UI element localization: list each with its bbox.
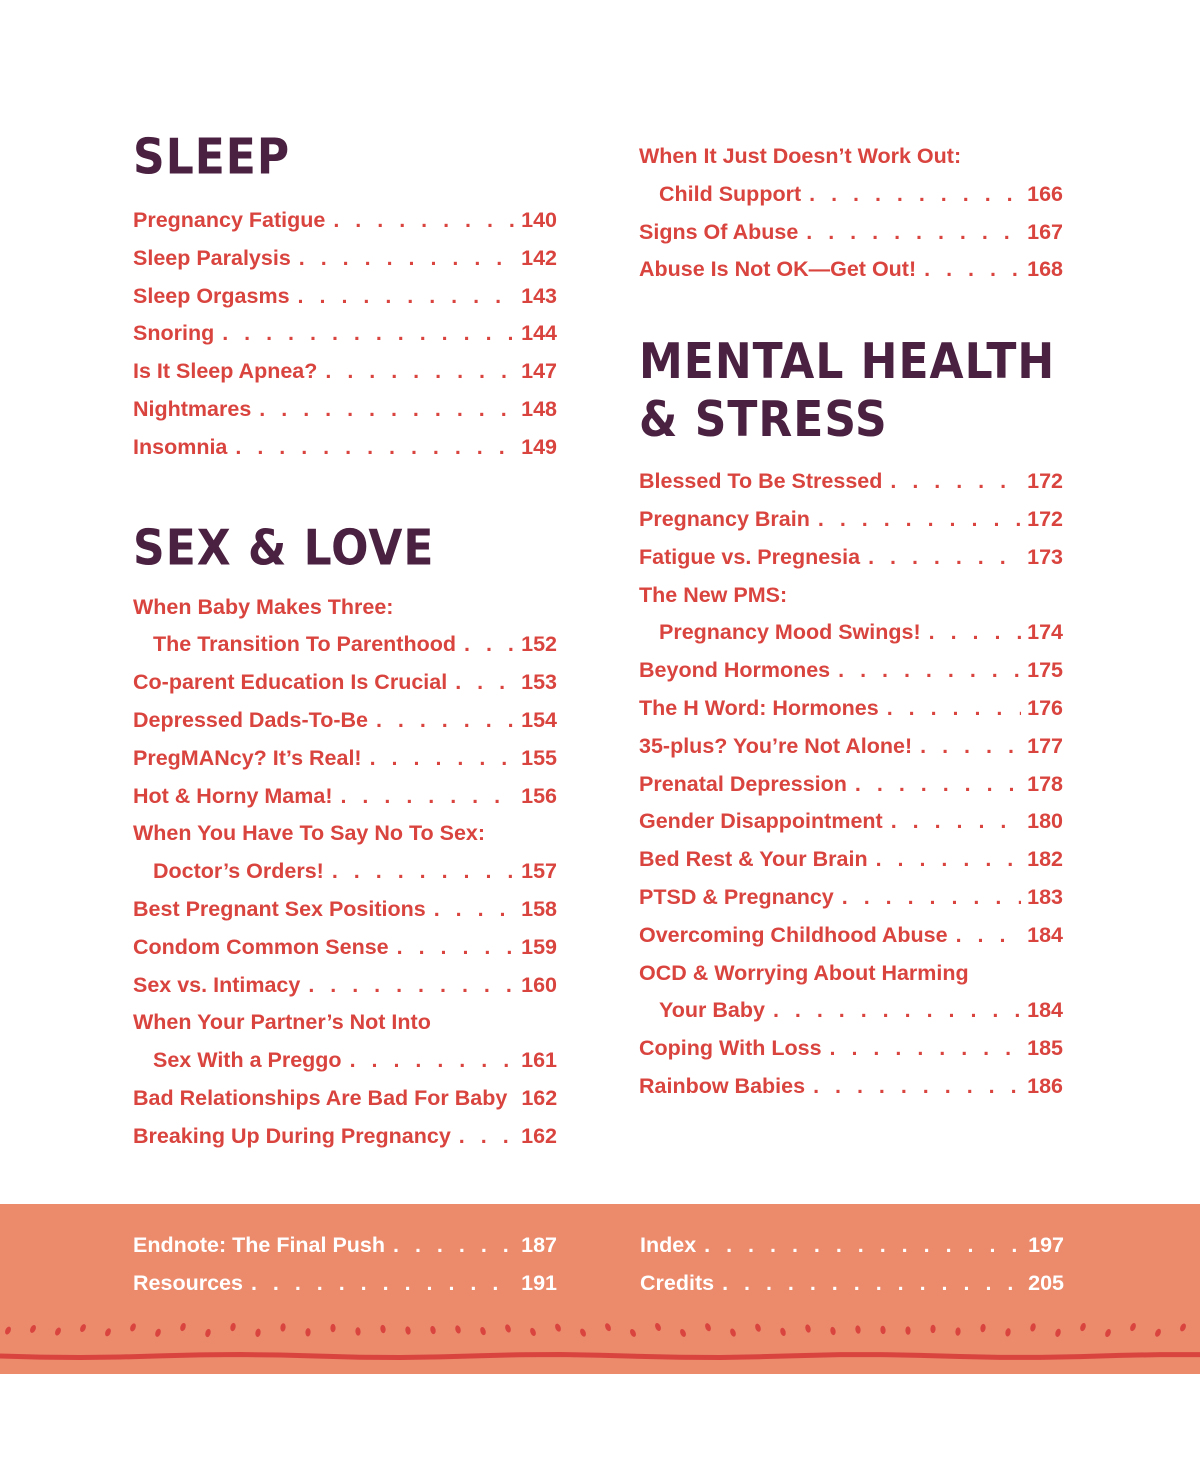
- decor-dot: [79, 1323, 87, 1333]
- decor-dot: [504, 1324, 512, 1334]
- toc-entry: [640, 1227, 1064, 1265]
- toc-entry: [133, 1042, 557, 1080]
- toc-entry: [639, 879, 1063, 917]
- toc-entry-title: Pregnancy Mood Swings!: [659, 620, 921, 645]
- dot-leader: [434, 891, 515, 929]
- toc-entry-page: 174: [1027, 620, 1063, 645]
- decor-dot: [280, 1323, 286, 1332]
- toc-entry-title: Your Baby: [659, 998, 765, 1023]
- dot-leader: [830, 1030, 1022, 1068]
- decor-dot: [579, 1328, 587, 1338]
- dot-leader: [868, 539, 1021, 577]
- decor-dot: [855, 1325, 861, 1334]
- toc-entry-page: 168: [1027, 257, 1063, 282]
- mental-health-entries: [639, 463, 1063, 1106]
- dot-leader: [370, 740, 516, 778]
- decor-dot: [430, 1325, 437, 1334]
- section-heading-sex-love: SEX & LOVE: [133, 519, 435, 577]
- toc-entry-page: 157: [521, 859, 557, 884]
- toc-entry: [133, 1004, 557, 1042]
- toc-entry-page: 175: [1027, 658, 1063, 683]
- toc-entry-title: When Your Partner’s Not Into: [133, 1010, 431, 1035]
- decor-dot: [1179, 1323, 1187, 1333]
- decor-dot: [380, 1325, 386, 1334]
- toc-entry-title: Sleep Orgasms: [133, 283, 290, 308]
- sex-love-entries: [133, 589, 557, 1156]
- toc-entry-page: 162: [521, 1085, 557, 1110]
- dot-leader: [325, 353, 515, 391]
- decor-dot: [405, 1326, 412, 1335]
- section-heading-sleep: SLEEP: [133, 128, 291, 186]
- toc-entry-title: When It Just Doesn’t Work Out:: [639, 144, 962, 168]
- decor-dot: [529, 1327, 537, 1337]
- section-heading-mental-health: [639, 333, 1063, 453]
- toc-entry-title: Endnote: The Final Push: [133, 1233, 386, 1257]
- toc-entry: [639, 917, 1063, 955]
- toc-entry-title: Resources: [133, 1270, 243, 1295]
- toc-entry: [133, 740, 557, 778]
- dot-leader: [459, 1118, 515, 1156]
- toc-entry: [133, 353, 557, 391]
- toc-entry-page: 161: [521, 1048, 557, 1073]
- toc-entry-title: The Transition To Parenthood: [153, 632, 456, 657]
- toc-entry-title: The H Word: Hormones: [639, 695, 879, 720]
- toc-entry-page: 148: [521, 396, 557, 421]
- toc-entry: [639, 766, 1063, 804]
- toc-entry-page: 187: [521, 1233, 557, 1257]
- toc-entry-page: 185: [1027, 1036, 1063, 1061]
- toc-entry-title: Beyond Hormones: [639, 658, 831, 683]
- toc-entry-title: Prenatal Depression: [639, 771, 847, 796]
- toc-entry-title: Abuse Is Not OK—Get Out!: [639, 257, 917, 282]
- toc-entry: [133, 1080, 557, 1118]
- toc-entry: [133, 202, 557, 240]
- sleep-entries: [133, 202, 557, 467]
- decorative-dot-border: [0, 1314, 1200, 1374]
- toc-entry: [133, 315, 557, 353]
- dot-leader: [806, 214, 1021, 252]
- decor-dot: [779, 1327, 786, 1337]
- decor-dot: [679, 1328, 687, 1338]
- toc-entry-page: 172: [1027, 469, 1063, 494]
- decor-dot: [355, 1327, 361, 1336]
- decor-dot: [1005, 1328, 1012, 1337]
- dot-leader: [924, 251, 1021, 289]
- dot-leader: [842, 879, 1021, 917]
- toc-entry-title: Pregnancy Brain: [639, 506, 810, 531]
- decor-dot: [1104, 1328, 1112, 1338]
- decor-dot: [1029, 1323, 1036, 1332]
- dot-leader: [235, 429, 515, 467]
- toc-entry-title: Index: [640, 1233, 697, 1257]
- decor-dot: [479, 1326, 487, 1336]
- toc-entry-title: Snoring: [133, 321, 215, 346]
- toc-entry-title: 35-plus? You’re Not Alone!: [639, 733, 913, 758]
- toc-entry-page: 173: [1027, 544, 1063, 569]
- toc-entry-title: Nightmares: [133, 396, 252, 421]
- decor-dot: [154, 1328, 162, 1338]
- toc-entry-title: Sex With a Preggo: [153, 1048, 342, 1073]
- continued-entries: [639, 138, 1063, 289]
- toc-entry: [133, 1118, 557, 1156]
- toc-entry-title: The New PMS:: [639, 582, 788, 607]
- decor-dot: [1129, 1322, 1137, 1332]
- dot-leader: [340, 778, 515, 816]
- toc-entry-title: Bad Relationships Are Bad For Baby: [133, 1085, 508, 1110]
- toc-entry-title: Depressed Dads-To-Be: [133, 707, 368, 732]
- dot-leader: [299, 240, 515, 278]
- toc-entry-title: Condom Common Sense: [133, 934, 389, 959]
- back-matter-left: [133, 1227, 557, 1303]
- toc-entry-title: Gender Disappointment: [639, 809, 883, 834]
- decor-dot: [754, 1323, 762, 1333]
- toc-entry: [133, 853, 557, 891]
- toc-entry-page: 156: [521, 783, 557, 808]
- decor-dot: [4, 1326, 12, 1336]
- dot-leader: [855, 766, 1021, 804]
- dot-leader: [838, 652, 1021, 690]
- toc-entry-page: 172: [1027, 506, 1063, 531]
- decor-dot: [1079, 1322, 1087, 1332]
- dot-leader: [298, 278, 516, 316]
- decor-dot: [230, 1322, 237, 1331]
- toc-entry-page: 183: [1027, 884, 1063, 909]
- toc-entry-title: Insomnia: [133, 434, 228, 459]
- toc-entry-page: 167: [1027, 219, 1063, 244]
- decor-dot: [980, 1324, 986, 1333]
- toc-entry: [133, 1265, 557, 1303]
- toc-entry: [639, 955, 1063, 993]
- dot-leader: [350, 1042, 516, 1080]
- toc-entry-page: 176: [1027, 695, 1063, 720]
- toc-entry-page: 205: [1028, 1270, 1064, 1295]
- toc-entry: [639, 841, 1063, 879]
- dot-leader: [376, 702, 515, 740]
- decor-dot: [29, 1324, 37, 1334]
- toc-entry-page: 180: [1027, 809, 1063, 834]
- decor-dot: [129, 1323, 137, 1333]
- toc-entry-page: 143: [521, 283, 557, 308]
- decor-dot: [880, 1326, 886, 1335]
- toc-entry-page: 153: [521, 670, 557, 695]
- decor-dot: [604, 1322, 612, 1332]
- toc-entry: [639, 690, 1063, 728]
- toc-entry-page: 186: [1027, 1073, 1063, 1098]
- toc-entry-page: 154: [521, 707, 557, 732]
- dot-leader: [809, 176, 1021, 214]
- dot-leader: [333, 202, 515, 240]
- toc-entry-title: Fatigue vs. Pregnesia: [639, 544, 861, 569]
- toc-entry-page: 155: [521, 745, 557, 770]
- toc-entry-page: 144: [521, 321, 557, 346]
- toc-entry-page: 160: [521, 972, 557, 997]
- toc-entry-title: Doctor’s Orders!: [153, 859, 324, 884]
- dot-leader: [956, 917, 1022, 955]
- dot-leader: [891, 803, 1021, 841]
- toc-entry: [133, 626, 557, 664]
- dot-leader: [876, 841, 1022, 879]
- dot-leader: [222, 315, 515, 353]
- toc-entry-title: Coping With Loss: [639, 1036, 822, 1061]
- toc-entry: [639, 803, 1063, 841]
- section-heading-line-1: MENTAL HEALTH: [639, 333, 1056, 391]
- decor-dot: [830, 1326, 837, 1335]
- toc-entry: [639, 501, 1063, 539]
- decor-dot: [104, 1327, 112, 1337]
- dot-leader: [259, 391, 515, 429]
- toc-entry-page: 149: [521, 434, 557, 459]
- toc-entry-page: 191: [521, 1270, 557, 1295]
- toc-entry-title: OCD & Worrying About Harming: [639, 960, 969, 985]
- toc-entry-title: Overcoming Childhood Abuse: [639, 922, 948, 947]
- toc-entry-page: 147: [521, 359, 557, 384]
- toc-entry-title: Child Support: [659, 181, 802, 206]
- toc-entry: [133, 240, 557, 278]
- decor-dot: [930, 1325, 935, 1334]
- toc-entry: [133, 391, 557, 429]
- decor-dot: [255, 1328, 262, 1337]
- toc-entry-title: Pregnancy Fatigue: [133, 208, 326, 232]
- dot-leader: [890, 463, 1021, 501]
- toc-entry: [639, 614, 1063, 652]
- decor-dot: [204, 1328, 211, 1337]
- toc-entry-page: 177: [1027, 733, 1063, 758]
- toc-entry-title: Rainbow Babies: [639, 1073, 806, 1098]
- toc-left-column: [133, 128, 557, 1156]
- decor-stripe: [0, 1355, 1200, 1358]
- toc-entry: [639, 652, 1063, 690]
- toc-entry-title: Breaking Up During Pregnancy: [133, 1123, 451, 1148]
- dot-leader: [929, 614, 1022, 652]
- toc-entry-title: Credits: [640, 1270, 715, 1295]
- dot-leader: [251, 1265, 515, 1303]
- decor-dot: [804, 1324, 811, 1333]
- decor-dot: [54, 1327, 62, 1337]
- decor-dot: [1054, 1328, 1061, 1338]
- toc-entry-page: 182: [1027, 847, 1063, 872]
- section-heading-line-2: & STRESS: [639, 391, 888, 449]
- toc-entry-page: 158: [521, 896, 557, 921]
- decor-dot: [905, 1326, 910, 1335]
- toc-entry: [133, 589, 557, 627]
- decor-dot: [629, 1328, 637, 1338]
- toc-entry: [639, 1068, 1063, 1106]
- toc-entry-page: 184: [1027, 998, 1063, 1023]
- dot-leader: [887, 690, 1021, 728]
- dot-leader: [464, 626, 515, 664]
- decor-dot: [454, 1325, 461, 1334]
- decor-dot: [554, 1323, 562, 1333]
- toc-entry: [640, 1265, 1064, 1303]
- dot-leader: [397, 929, 515, 967]
- dot-leader: [455, 664, 515, 702]
- decor-dot: [179, 1322, 187, 1332]
- toc-entry: [133, 278, 557, 316]
- toc-entry: [133, 815, 557, 853]
- toc-entry: [133, 1227, 557, 1265]
- toc-entry: [639, 539, 1063, 577]
- decor-dot: [955, 1327, 961, 1336]
- dot-leader: [818, 501, 1021, 539]
- toc-entry: [133, 967, 557, 1005]
- decor-dot: [1154, 1328, 1162, 1338]
- dot-leader: [722, 1265, 1022, 1303]
- toc-entry-title: PTSD & Pregnancy: [639, 884, 834, 909]
- toc-entry-title: Hot & Horny Mama!: [133, 783, 333, 808]
- toc-entry: [133, 664, 557, 702]
- toc-entry: [639, 214, 1063, 252]
- toc-entry: [133, 778, 557, 816]
- toc-entry-title: Signs Of Abuse: [639, 219, 799, 244]
- dot-leader: [704, 1227, 1022, 1265]
- dot-leader: [813, 1068, 1021, 1106]
- toc-entry-page: 140: [521, 208, 557, 232]
- toc-entry-title: Sleep Paralysis: [133, 245, 291, 270]
- toc-entry: [639, 1030, 1063, 1068]
- toc-entry: [639, 463, 1063, 501]
- toc-entry: [133, 702, 557, 740]
- dot-leader: [393, 1227, 515, 1265]
- toc-entry-title: Co-parent Education Is Crucial: [133, 670, 448, 695]
- toc-entry-page: 152: [521, 632, 557, 657]
- toc-entry-page: 162: [521, 1123, 557, 1148]
- toc-entry-title: Blessed To Be Stressed: [639, 469, 883, 494]
- toc-entry: [639, 577, 1063, 615]
- toc-right-column: [639, 136, 1063, 1106]
- dot-leader: [773, 992, 1021, 1030]
- decor-dot: [330, 1324, 335, 1332]
- decor-dot: [729, 1328, 737, 1338]
- toc-entry: [133, 929, 557, 967]
- toc-entry: [639, 728, 1063, 766]
- decor-dot: [704, 1322, 712, 1332]
- toc-entry-title: Best Pregnant Sex Positions: [133, 896, 426, 921]
- toc-entry-page: 178: [1027, 771, 1063, 796]
- toc-entry-title: Bed Rest & Your Brain: [639, 847, 868, 872]
- back-matter-band: [0, 1204, 1200, 1374]
- toc-entry: [639, 176, 1063, 214]
- toc-entry: [639, 992, 1063, 1030]
- toc-entry: [133, 429, 557, 467]
- toc-entry-page: 142: [521, 245, 557, 270]
- toc-entry: [639, 251, 1063, 289]
- back-matter-right: [640, 1227, 1064, 1303]
- toc-entry-title: PregMANcy? It’s Real!: [133, 745, 362, 770]
- decor-dot: [305, 1328, 311, 1337]
- toc-entry-page: 197: [1028, 1233, 1064, 1257]
- toc-entry: [133, 891, 557, 929]
- toc-entry-page: 184: [1027, 922, 1063, 947]
- dot-leader: [308, 967, 515, 1005]
- toc-entry-title: When You Have To Say No To Sex:: [133, 821, 486, 846]
- toc-entry-page: 159: [521, 934, 557, 959]
- toc-entry-title: When Baby Makes Three:: [133, 594, 394, 619]
- dot-leader: [920, 728, 1021, 766]
- toc-entry-title: Sex vs. Intimacy: [133, 972, 301, 997]
- dot-leader: [332, 853, 515, 891]
- toc-entry-page: 166: [1027, 181, 1063, 206]
- toc-entry: [639, 138, 1063, 176]
- toc-entry-title: Is It Sleep Apnea?: [133, 359, 318, 384]
- decor-dot: [654, 1322, 662, 1332]
